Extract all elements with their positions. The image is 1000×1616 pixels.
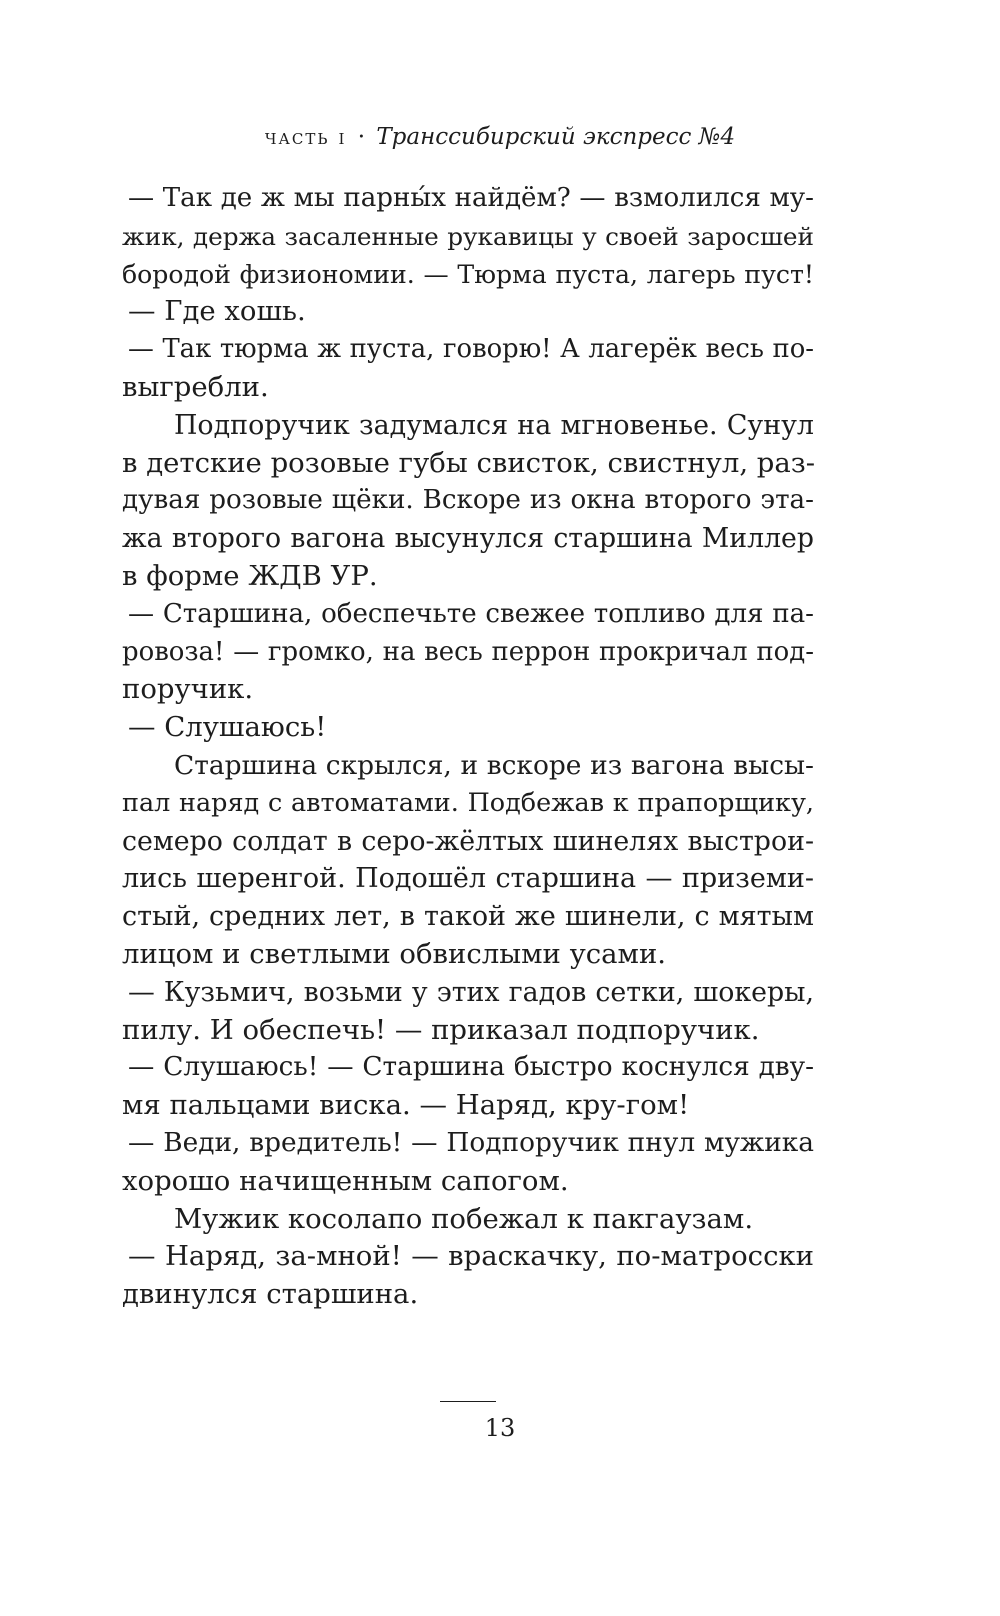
running-head	[0, 122, 1000, 153]
text-line: пал наряд с автоматами. Подбежав к прапорщику,	[122, 787, 814, 818]
text-line: — Старшина, обеспечьте свежее топливо для па-	[128, 598, 814, 629]
text-line: — Так тюрма ж пуста, говорю! А лагерёк весь по-	[128, 334, 814, 365]
text-line: в форме ЖДВ УР.	[122, 559, 378, 592]
footer-rule	[440, 1401, 496, 1402]
text-line: жа второго вагона высунулся старшина Миллер	[122, 523, 814, 555]
text-line: семеро солдат в серо-жёлтых шинелях выстрои-	[122, 825, 814, 857]
text-line: хорошо начищенным сапогом.	[122, 1164, 569, 1197]
text-line: — Наряд, за-мной! — враскачку, по-матросски	[128, 1240, 814, 1273]
page-number: 13	[484, 1414, 516, 1442]
text-line: поручик.	[122, 673, 254, 706]
text-line: дувая розовые щёки. Вскоре из окна второго эта-	[122, 485, 814, 516]
text-line: двинулся старшина.	[122, 1278, 419, 1311]
text-line: лицом и светлыми обвислыми усами.	[122, 937, 667, 970]
text-line: мя пальцами виска. — Наряд, кру-гом!	[122, 1089, 690, 1122]
text-line: жик, держа засаленные рукавицы у своей заросшей	[122, 221, 814, 251]
text-line: — Кузьмич, возьми у этих гадов сетки, шокеры,	[128, 976, 814, 1008]
text-line: пилу. И обеспечь! — приказал подпоручик.	[122, 1013, 760, 1046]
running-head-part: часть i	[264, 125, 347, 150]
text-line: — Где хошь.	[128, 295, 306, 328]
text-line: — Так де ж мы парны́х найдём? — взмолился му-	[128, 183, 814, 213]
text-line: — Веди, вредитель! — Подпоручик пнул мужика	[128, 1127, 814, 1158]
text-line: Подпоручик задумался на мгновенье. Сунул	[174, 409, 814, 441]
text-line: лись шеренгой. Подошёл старшина — приземи-	[122, 863, 814, 895]
text-line: ровоза! — громко, на весь перрон прокричал под-	[122, 636, 814, 667]
text-line: стый, средних лет, в такой же шинели, с мятым	[122, 901, 814, 933]
text-line: в детские розовые губы свисток, свистнул, раз-	[122, 446, 816, 479]
text-line: Мужик косолапо побежал к пакгаузам.	[174, 1202, 754, 1235]
text-line: — Слушаюсь! — Старшина быстро коснулся дву-	[128, 1052, 814, 1083]
text-line: бородой физиономии. — Тюрма пуста, лагерь пуст!	[122, 259, 814, 289]
running-head-title: Транссибирский экспресс №4	[376, 124, 736, 150]
text-line: Старшина скрылся, и вскоре из вагона высы-	[174, 749, 814, 781]
text-line: — Слушаюсь!	[128, 711, 327, 744]
text-line: выгребли.	[122, 370, 269, 403]
running-head-separator: ·	[357, 124, 366, 150]
body-text	[122, 180, 814, 1314]
